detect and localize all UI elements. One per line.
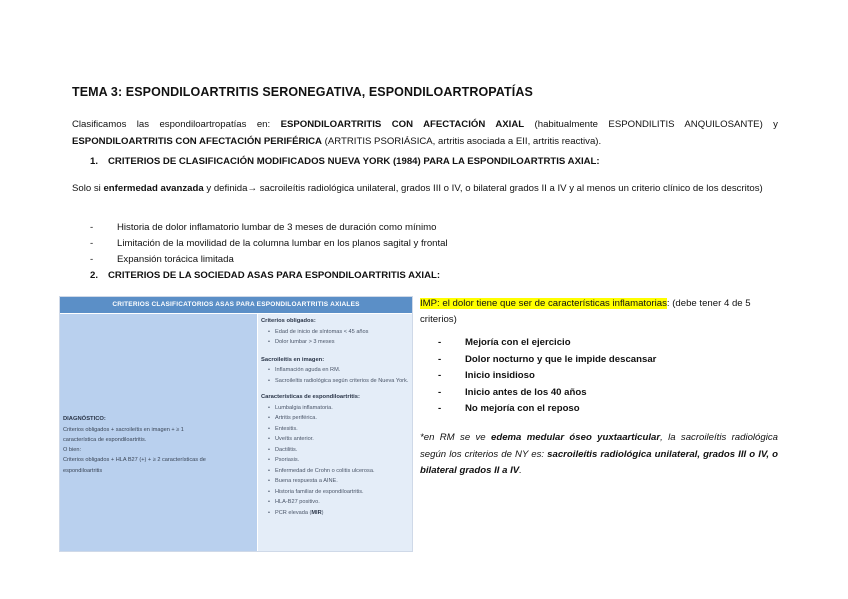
list-item: • Entesitis. (261, 424, 411, 435)
intro-paragraph (72, 116, 778, 150)
list-item: • Buena respuesta a AINE. (261, 476, 411, 487)
imp-highlight: IMP: el dolor tiene que ser de características inflamatorias (420, 298, 667, 309)
list-item: - Mejoría con el ejercicio (420, 337, 656, 354)
diagnostico-line: Criterios obligados + sacroileítis en imagen + ≥ 1 (63, 426, 184, 433)
list-item: • HLA-B27 positivo. (261, 497, 411, 508)
section1-paragraph (72, 180, 778, 197)
table-left-cell (60, 314, 257, 551)
sacroileitis-title: Sacroileítis en imagen: (261, 356, 325, 363)
list-item: • Sacroileítis radiológica según criterios de Nueva York. (261, 376, 411, 387)
list-item: • Dactilitis. (261, 445, 411, 456)
intro-axial: ESPONDILOARTRITIS CON AFECTACIÓN AXIAL (280, 119, 525, 130)
list-item: • Inflamación aguda en RM. (261, 365, 411, 376)
section2-heading (90, 270, 440, 281)
obligados-title: Criterios obligados: (261, 318, 316, 324)
list-item: • Enfermedad de Crohn o colitis ulcerosa. (261, 466, 411, 477)
list-item: - Inicio antes de los 40 años (420, 387, 656, 404)
imp-paragraph (420, 296, 778, 328)
intro-periferica: ESPONDILOARTRITIS CON AFECTACIÓN PERIFÉRICA (72, 136, 322, 147)
list-item: - Limitación de la movilidad de la columna lumbar en los planos sagital y frontal (72, 238, 448, 254)
note-bold: edema medular óseo yuxtaarticular (491, 432, 661, 443)
list-item-pcr (261, 508, 411, 519)
intro-text: (habitualmente ESPONDILITIS ANQUILOSANTE) y (524, 119, 778, 130)
sacroileitis-list (261, 365, 411, 386)
section1-text: y definida→ sacroileítis radiológica unilateral, grados III o IV, o bilateral grados II a IV y al menos un criterio clínico de los descritos) (203, 183, 763, 194)
list-item: - No mejoría con el reposo (420, 403, 656, 420)
note-bold: sacroileítis radiológica unilateral, grados III o IV, o bilateral grados II a IV (420, 448, 778, 476)
asas-criteria-table (59, 296, 413, 552)
list-item: • Dolor lumbar > 3 meses (261, 337, 411, 348)
page-title: TEMA 3: ESPONDILOARTRITIS SERONEGATIVA, ESPONDILOARTROPATÍAS (72, 85, 533, 99)
diagnostico-title: DIAGNÓSTICO: (63, 416, 106, 422)
table-header: CRITERIOS CLASIFICATORIOS ASAS PARA ESPONDILOARTRITIS AXIALES (60, 297, 412, 313)
rm-note (420, 430, 778, 480)
list-item: - Expansión torácica limitada (72, 254, 448, 270)
section2-heading-text: CRITERIOS DE LA SOCIEDAD ASAS PARA ESPONDILOARTRITIS AXIAL: (108, 270, 441, 281)
list-item: • Artritis periférica. (261, 413, 411, 424)
note-text: . (519, 465, 522, 476)
intro-text: (ARTRITIS PSORIÁSICA, artritis asociada a EII, artritis reactiva). (321, 136, 602, 147)
pcr-text: PCR elevada ( (275, 509, 312, 516)
diagnostico-line: Criterios obligados + HLA B27 (+) + ≥ 2 características de (63, 457, 206, 464)
pcr-mir: MIR (311, 509, 322, 516)
note-text: *en RM se ve (420, 432, 491, 443)
section1-heading (90, 156, 600, 167)
diagnostico-line: espondiloartritis (63, 467, 103, 474)
section1-list (72, 222, 448, 269)
diagnostico-line: característica de espondiloartritis. (63, 436, 147, 443)
list-item: • Edad de inicio de síntomas < 45 años (261, 327, 411, 338)
list-item: • Uveítis anterior. (261, 434, 411, 445)
caracteristicas-title: Características de espondiloartritis: (261, 394, 360, 400)
list-item: • Historia familiar de espondiloartritis. (261, 487, 411, 498)
section1-number: 1. (90, 156, 99, 167)
obligados-list (261, 327, 411, 348)
imp-text: : (debe tener 4 de 5 criterios) (420, 298, 751, 325)
note-text: , la sacroileítis radiológica según los criterios de NY es: (420, 432, 778, 460)
section1-text: Solo si (72, 183, 104, 194)
list-item: • Psoriasis. (261, 455, 411, 466)
diagnostico-line: O bien: (63, 447, 82, 454)
imp-list (420, 337, 656, 420)
list-item: - Historia de dolor inflamatorio lumbar de 3 meses de duración como mínimo (72, 222, 448, 238)
pcr-end: ) (321, 509, 324, 516)
list-item: - Dolor nocturno y que le impide descansar (420, 354, 656, 371)
caracteristicas-list (261, 403, 411, 519)
table-right-cell (258, 314, 412, 551)
list-item: - Inicio insidioso (420, 370, 656, 387)
list-item: • Lumbalgia inflamatoria. (261, 403, 411, 414)
intro-text: Clasificamos las espondiloartropatías en: (72, 119, 281, 130)
section1-heading-text: CRITERIOS DE CLASIFICACIÓN MODIFICADOS NUEVA YORK (1984) PARA LA ESPONDILOARTRTIS AXIAL: (108, 156, 600, 167)
section2-number: 2. (90, 270, 99, 281)
section1-bold: enfermedad avanzada (103, 183, 204, 194)
